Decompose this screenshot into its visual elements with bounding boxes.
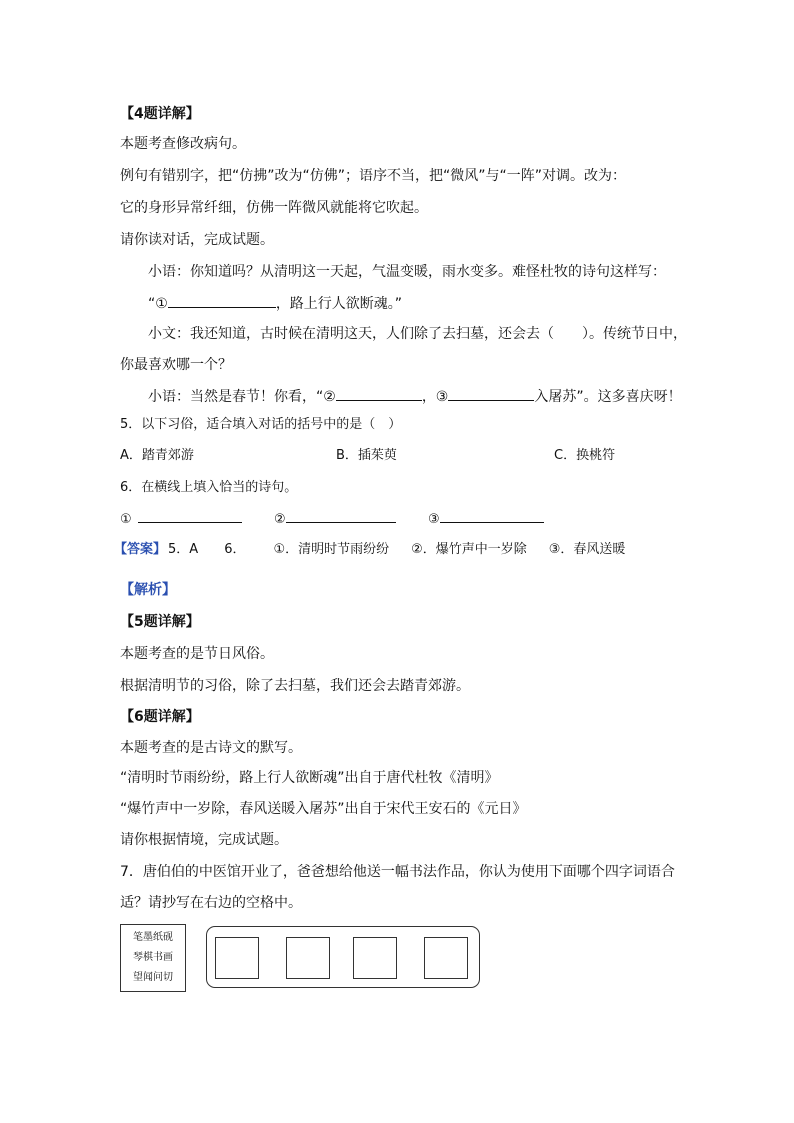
answer-row: [114, 540, 625, 560]
q4-explanation-line1: 例句有错别字，把“仿拂”改为“仿佛”；语序不当，把“微风”与“一阵”对调。改为：: [120, 168, 627, 184]
analysis-label: 【解析】: [120, 582, 176, 598]
answer-label: 【答案】: [114, 542, 167, 557]
dialogue-instruction: 请你读对话，完成试题。: [120, 232, 274, 248]
q5-option-c[interactable]: C．换桃符: [554, 448, 616, 463]
q7-question-line1: 7．唐伯伯的中医馆开业了，爸爸想给他送一幅书法作品，你认为使用下面哪个四字词语合: [120, 864, 675, 880]
q4-topic: 本题考查修改病句。: [120, 136, 246, 152]
q7-instruction: 请你根据情境，完成试题。: [120, 832, 288, 848]
q6-explanation-1: “清明时节雨纷纷，路上行人欲断魂”出自于唐代杜牧《清明》: [120, 770, 499, 786]
word-options-box: [120, 924, 186, 992]
q4-explanation-line2: 它的身形异常纤细，仿佛一阵微风就能将它吹起。: [120, 200, 428, 216]
answer-q6-num: 6．: [224, 542, 246, 557]
dialogue-line-3: 小文：我还知道，古时候在清明这天，人们除了去扫墓，还会去（ ）。传统节日中，: [148, 326, 687, 342]
q4-heading: 【4题详解】: [120, 106, 200, 122]
q5-explanation: 根据清明节的习俗，除了去扫墓，我们还会去踏青郊游。: [120, 678, 470, 694]
q6-heading: 【6题详解】: [120, 709, 200, 725]
q6-blank-row-3: ③: [428, 508, 544, 530]
q6-question: 6．在横线上填入恰当的诗句。: [120, 480, 298, 495]
q6-blank-1[interactable]: [138, 508, 242, 523]
answer-3: ③．春风送暖: [548, 542, 626, 557]
answer-cell-4[interactable]: [424, 937, 468, 979]
answer-cell-2[interactable]: [286, 937, 330, 979]
q5-heading: 【5题详解】: [120, 614, 200, 630]
answer-grid-frame: [206, 926, 480, 988]
q6-blank-2[interactable]: [286, 508, 396, 523]
word-option-3: 望闻问切: [133, 972, 173, 983]
poem-blank-2[interactable]: [336, 386, 422, 401]
answer-1: ①．清明时节雨纷纷: [273, 542, 390, 557]
dialogue-line-5: 小语：当然是春节！你看，“② ，③ 入屠苏”。这多喜庆呀！: [148, 386, 682, 407]
answer-cell-3[interactable]: [353, 937, 397, 979]
q6-blank-row: ①: [120, 508, 242, 530]
dialogue-line-4: 你最喜欢哪一个？: [120, 357, 232, 373]
q6-blank-row-2: ②: [274, 508, 396, 530]
q5-topic: 本题考查的是节日风俗。: [120, 646, 274, 662]
dialogue-line-2: “① ，路上行人欲断魂。”: [148, 293, 402, 314]
answer-2: ②．爆竹声中一岁除: [411, 542, 527, 557]
q6-blank-3[interactable]: [440, 508, 544, 523]
word-option-1: 笔墨纸砚: [133, 932, 173, 943]
q5-option-b[interactable]: B．插茱萸: [336, 448, 397, 463]
word-option-2: 琴棋书画: [133, 952, 173, 963]
poem-blank-1[interactable]: [168, 293, 276, 308]
q5-question: 5．以下习俗，适合填入对话的括号中的是（ ）: [120, 417, 402, 432]
answer-cell-1[interactable]: [215, 937, 259, 979]
answer-q5: 5．A: [168, 542, 199, 557]
q5-option-a[interactable]: A．踏青郊游: [120, 448, 194, 463]
q6-topic: 本题考查的是古诗文的默写。: [120, 740, 302, 756]
dialogue-line-1: 小语：你知道吗？从清明这一天起，气温变暖，雨水变多。难怪杜牧的诗句这样写：: [148, 264, 666, 280]
poem-blank-3[interactable]: [448, 386, 534, 401]
q7-question-line2: 适？请抄写在右边的空格中。: [120, 895, 302, 911]
q6-explanation-2: “爆竹声中一岁除，春风送暖入屠苏”出自于宋代王安石的《元日》: [120, 801, 527, 817]
